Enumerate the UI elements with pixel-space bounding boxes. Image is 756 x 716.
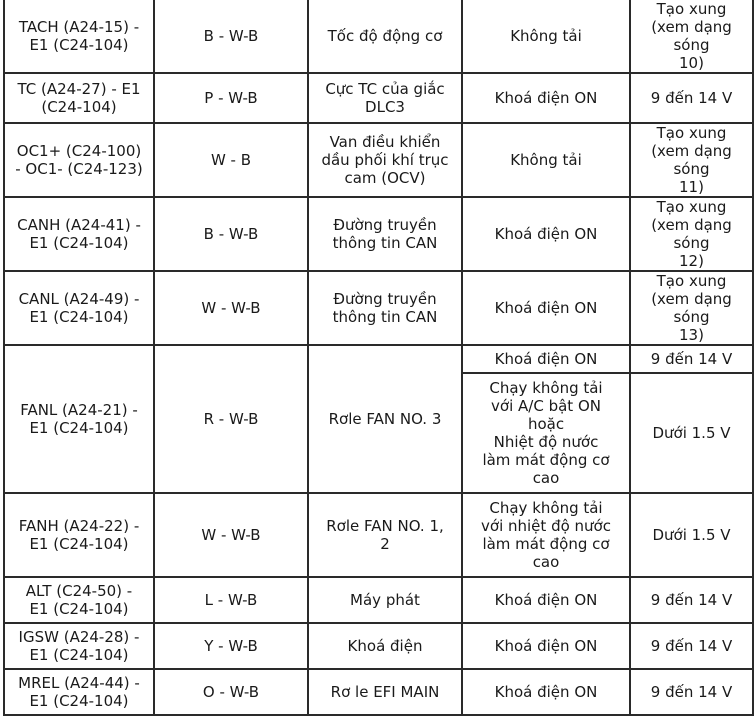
terminal-spec-table	[3, 0, 754, 716]
wire-color-cell: R - W-B	[154, 345, 308, 493]
terminal-cell: FANL (A24-21) - E1 (C24-104)	[4, 345, 154, 493]
table-row	[4, 345, 753, 373]
condition-cell: Chạy không tải với nhiệt độ nước làm mát động cơ cao	[462, 493, 630, 577]
wire-color-cell: Y - W-B	[154, 623, 308, 669]
spec-cell: 9 đến 14 V	[630, 73, 753, 123]
wire-color-cell: O - W-B	[154, 669, 308, 715]
wire-color-cell: W - W-B	[154, 271, 308, 345]
table-row	[4, 577, 753, 623]
spec-cell: Tạo xung (xem dạng sóng 13)	[630, 271, 753, 345]
terminal-cell: CANH (A24-41) - E1 (C24-104)	[4, 197, 154, 271]
description-cell: Cực TC của giắc DLC3	[308, 73, 462, 123]
terminal-cell: CANL (A24-49) - E1 (C24-104)	[4, 271, 154, 345]
spec-cell: 9 đến 14 V	[630, 577, 753, 623]
spec-cell: Tạo xung (xem dạng sóng 10)	[630, 0, 753, 73]
condition-cell: Không tải	[462, 0, 630, 73]
table-row	[4, 197, 753, 271]
condition-cell: Khoá điện ON	[462, 577, 630, 623]
terminal-cell: TC (A24-27) - E1 (C24-104)	[4, 73, 154, 123]
description-cell: Van điều khiển dầu phối khí trục cam (OCV)	[308, 123, 462, 197]
spec-cell: 9 đến 14 V	[630, 623, 753, 669]
description-cell: Khoá điện	[308, 623, 462, 669]
wire-color-cell: W - B	[154, 123, 308, 197]
terminal-cell: MREL (A24-44) - E1 (C24-104)	[4, 669, 154, 715]
spec-cell: Tạo xung (xem dạng sóng 12)	[630, 197, 753, 271]
description-cell: Đường truyền thông tin CAN	[308, 197, 462, 271]
wire-color-cell: W - W-B	[154, 493, 308, 577]
table-row	[4, 271, 753, 345]
condition-cell: Khoá điện ON	[462, 345, 630, 373]
spec-cell: Tạo xung (xem dạng sóng 11)	[630, 123, 753, 197]
condition-cell: Khoá điện ON	[462, 623, 630, 669]
terminal-cell: OC1+ (C24-100) - OC1- (C24-123)	[4, 123, 154, 197]
terminal-cell: TACH (A24-15) - E1 (C24-104)	[4, 0, 154, 73]
terminal-cell: IGSW (A24-28) - E1 (C24-104)	[4, 623, 154, 669]
table-row	[4, 123, 753, 197]
description-cell: Đường truyền thông tin CAN	[308, 271, 462, 345]
spec-cell: 9 đến 14 V	[630, 669, 753, 715]
condition-cell: Khoá điện ON	[462, 271, 630, 345]
condition-cell: Khoá điện ON	[462, 197, 630, 271]
description-cell: Tốc độ động cơ	[308, 0, 462, 73]
spec-cell: Dưới 1.5 V	[630, 493, 753, 577]
spec-cell: Dưới 1.5 V	[630, 373, 753, 493]
terminal-cell: ALT (C24-50) - E1 (C24-104)	[4, 577, 154, 623]
terminal-cell: FANH (A24-22) - E1 (C24-104)	[4, 493, 154, 577]
description-cell: Máy phát	[308, 577, 462, 623]
condition-cell: Khoá điện ON	[462, 669, 630, 715]
wire-color-cell: B - W-B	[154, 0, 308, 73]
description-cell: Rơ le EFI MAIN	[308, 669, 462, 715]
wire-color-cell: P - W-B	[154, 73, 308, 123]
description-cell: Rơle FAN NO. 1, 2	[308, 493, 462, 577]
table-row	[4, 493, 753, 577]
spec-cell: 9 đến 14 V	[630, 345, 753, 373]
table-row	[4, 669, 753, 715]
description-cell: Rơle FAN NO. 3	[308, 345, 462, 493]
table-row	[4, 623, 753, 669]
table-row	[4, 0, 753, 73]
table-row	[4, 73, 753, 123]
wire-color-cell: B - W-B	[154, 197, 308, 271]
condition-cell: Khoá điện ON	[462, 73, 630, 123]
condition-cell: Chạy không tải với A/C bật ON hoặc Nhiệt độ nước làm mát động cơ cao	[462, 373, 630, 493]
wire-color-cell: L - W-B	[154, 577, 308, 623]
condition-cell: Không tải	[462, 123, 630, 197]
